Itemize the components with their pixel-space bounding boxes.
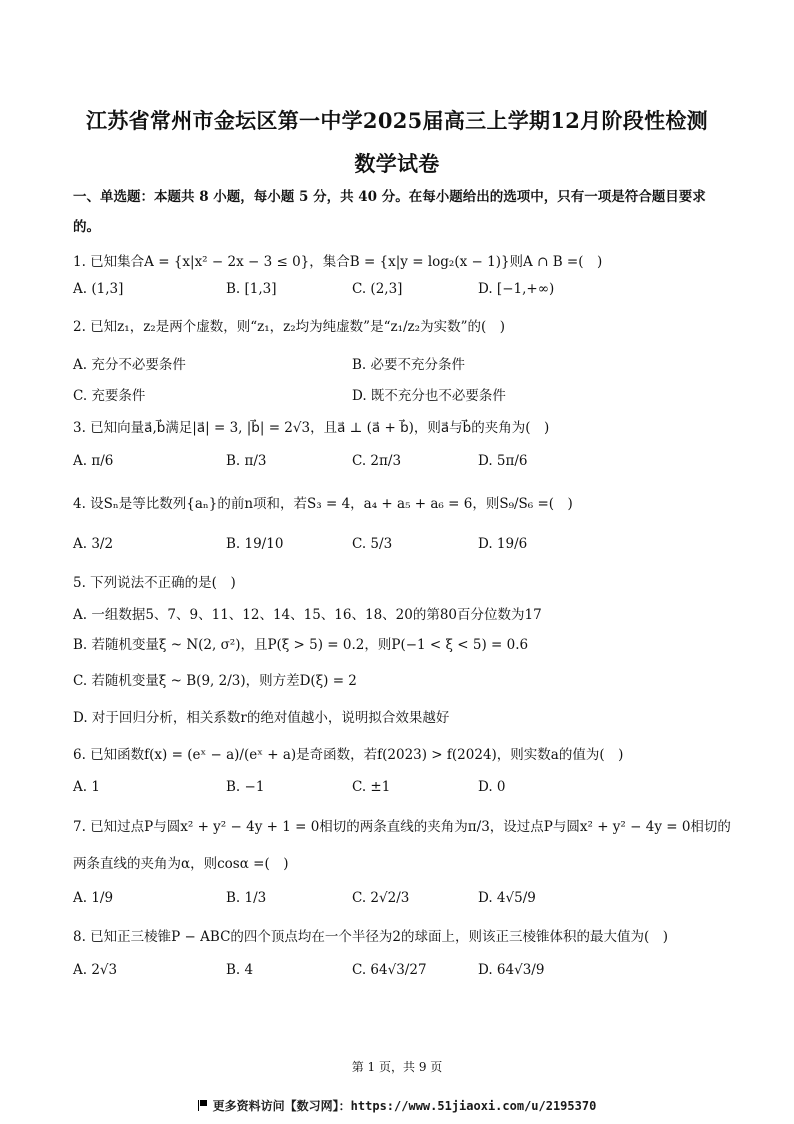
question-8-option-d: D. 64√3/9: [478, 962, 545, 978]
question-2-option-b: B. 必要不充分条件: [352, 357, 466, 373]
question-1-stem: 1. 已知集合A = {x|x² − 2x − 3 ≤ 0}，集合B = {x|y = log₂(x − 1)}则A ∩ B =( ): [73, 254, 603, 270]
exam-title-line2: 数学试卷: [354, 151, 440, 176]
question-2-stem: 2. 已知z₁，z₂是两个虚数，则“z₁，z₂均为纯虚数”是“z₁/z₂为实数”的( ): [73, 319, 506, 335]
question-2-option-d: D. 既不充分也不必要条件: [352, 388, 506, 404]
question-6-stem: 6. 已知函数f(x) = (eˣ − a)/(eˣ + a)是奇函数，若f(2023) > f(2024)，则实数a的值为( ): [73, 747, 624, 763]
exam-title-line1: 江苏省常州市金坛区第一中学2025届高三上学期12月阶段性检测: [86, 108, 708, 133]
question-7-option-a: A. 1/9: [73, 890, 114, 906]
question-3-option-d: D. 5π/6: [478, 453, 528, 469]
question-5-option-b: B. 若随机变量ξ ~ N(2, σ²)，且P(ξ > 5) = 0.2，则P(−1 < ξ < 5) = 0.6: [73, 637, 529, 653]
promo-banner[interactable]: [0, 1097, 794, 1114]
question-1-option-c: C. (2,3]: [352, 281, 403, 297]
question-4-option-b: B. 19/10: [226, 536, 284, 552]
promo-link[interactable]: 更多资料访问【数习网】：https://www.51jiaoxi.com/u/2195370: [212, 1099, 597, 1113]
question-8-option-c: C. 64√3/27: [352, 962, 427, 978]
page-number: 第 1 页，共 9 页: [351, 1060, 443, 1074]
question-7-option-c: C. 2√2/3: [352, 890, 410, 906]
question-8-option-a: A. 2√3: [73, 962, 118, 978]
question-3-stem: 3. 已知向量a⃗,b⃗满足|a⃗| = 3, |b⃗| = 2√3，且a⃗ ⊥ (a⃗ + b⃗)，则a⃗与b⃗的夹角为( ): [73, 420, 550, 436]
question-4-option-d: D. 19/6: [478, 536, 528, 552]
question-4-stem: 4. 设Sₙ是等比数列{aₙ}的前n项和，若S₃ = 4，a₄ + a₅ + a₆ = 6，则S₉/S₆ =( ): [73, 496, 573, 512]
question-2-option-c: C. 充要条件: [73, 388, 146, 404]
question-4-option-a: A. 3/2: [73, 536, 114, 552]
section-heading: 一、单选题：本题共 8 小题，每小题 5 分，共 40 分。在每小题给出的选项中，只有一项是符合题目要求的。: [73, 189, 706, 235]
question-2-option-a: A. 充分不必要条件: [73, 357, 186, 373]
question-5-stem: 5. 下列说法不正确的是( ): [73, 575, 236, 591]
question-3-option-a: A. π/6: [73, 453, 114, 469]
flag-icon: [198, 1101, 207, 1110]
question-4-option-c: C. 5/3: [352, 536, 393, 552]
question-3-option-b: B. π/3: [226, 453, 267, 469]
question-7-option-d: D. 4√5/9: [478, 890, 536, 906]
question-8-stem: 8. 已知正三棱锥P − ABC的四个顶点均在一个半径为2的球面上，则该正三棱锥体积的最大值为( ): [73, 929, 669, 945]
question-1-option-d: D. [−1,+∞): [478, 281, 555, 297]
question-5-option-d: D. 对于回归分析，相关系数r的绝对值越小，说明拟合效果越好: [73, 710, 450, 726]
question-5-option-a: A. 一组数据5、7、9、11、12、14、15、16、18、20的第80百分位数为17: [73, 607, 542, 623]
question-6-option-a: A. 1: [73, 779, 100, 795]
question-6-option-c: C. ±1: [352, 779, 391, 795]
question-3-option-c: C. 2π/3: [352, 453, 402, 469]
question-7-stem-continued: 两条直线的夹角为α，则cosα =( ): [73, 856, 289, 872]
question-6-option-b: B. −1: [226, 779, 265, 795]
question-1-option-a: A. (1,3]: [73, 281, 124, 297]
question-1-option-b: B. [1,3]: [226, 281, 277, 297]
question-5-option-c: C. 若随机变量ξ ~ B(9, 2/3)，则方差D(ξ) = 2: [73, 673, 357, 689]
question-7-stem: 7. 已知过点P与圆x² + y² − 4y + 1 = 0相切的两条直线的夹角为π/3，设过点P与圆x² + y² − 4y = 0相切的: [73, 819, 731, 835]
question-7-option-b: B. 1/3: [226, 890, 267, 906]
question-8-option-b: B. 4: [226, 962, 254, 978]
question-6-option-d: D. 0: [478, 779, 506, 795]
